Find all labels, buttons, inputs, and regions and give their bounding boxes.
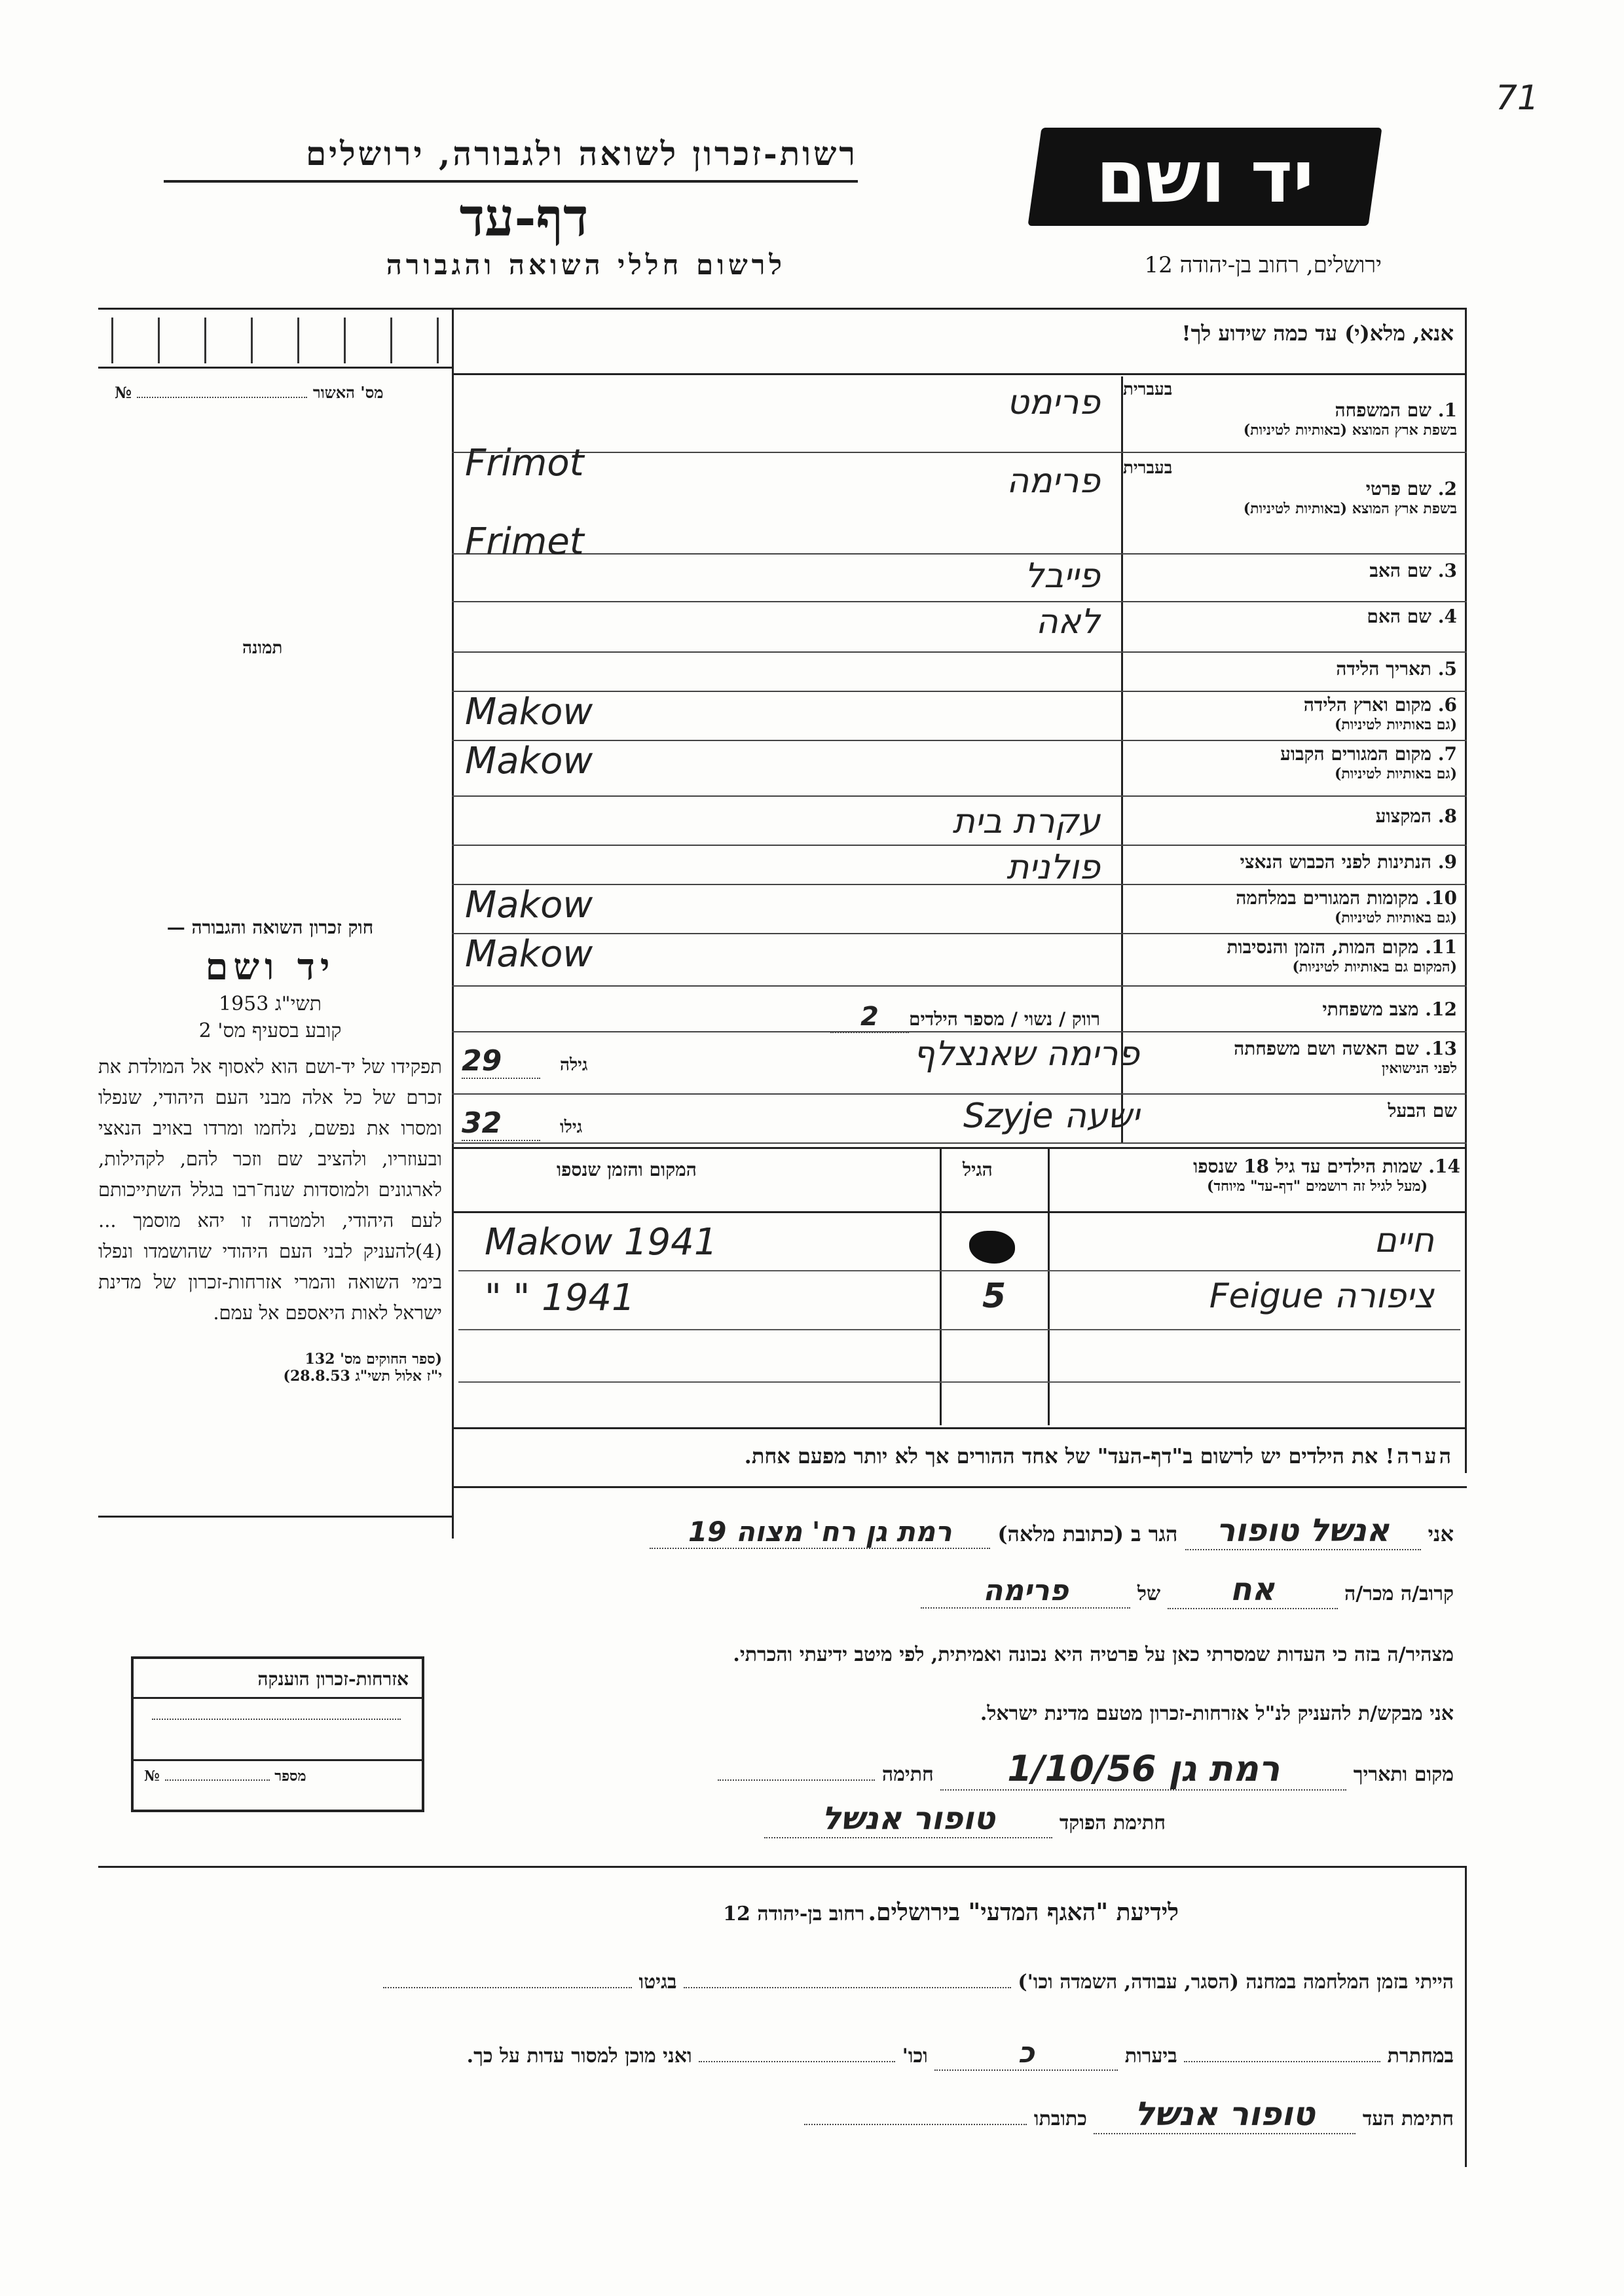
corner-note: 71 <box>1495 79 1539 118</box>
decl-officer-signature[interactable]: טופור אנשל <box>764 1800 1052 1838</box>
age-block <box>462 1106 582 1141</box>
field-label: שם המשפחה <box>1335 399 1432 421</box>
field-label: מקום המות, הזמן והנסיבות <box>1227 936 1419 958</box>
age-label: גילה <box>560 1055 588 1075</box>
field-row <box>1123 887 1457 926</box>
note-row <box>458 1444 1454 1468</box>
decl-place-date-label: מקום ותאריך <box>1353 1763 1454 1786</box>
bottom-box-top <box>98 1866 1467 1868</box>
hebrew-tag: בעברית <box>1123 458 1173 478</box>
bottom-etc-field[interactable] <box>699 2061 895 2062</box>
child-name[interactable]: חיים <box>1374 1221 1434 1260</box>
age-label: גילו <box>560 1118 583 1137</box>
law-ref2: י"ז אלול תשי"ג 28.8.53) <box>283 1368 442 1385</box>
tick-boxes <box>111 318 439 363</box>
age-value[interactable]: 29 <box>462 1044 540 1079</box>
decl-request: אני מבקש/ת להעניק לנ"ל אזרחות-זכרון מטעם מדינת ישראל. <box>980 1702 1454 1725</box>
bottom-box-right <box>1465 1866 1467 2167</box>
citizenship-number-label: מספר <box>274 1768 306 1785</box>
children-col-place-label: המקום והזמן שנספו <box>557 1159 697 1180</box>
field-sublabel: בשפת ארץ המוצא (באותיות לטיניות) <box>1243 500 1457 517</box>
note-label: הערה! <box>1385 1444 1454 1468</box>
citizenship-number-field[interactable] <box>165 1779 270 1781</box>
children-bottom-line <box>452 1427 1467 1429</box>
bottom-line-2 <box>105 2036 1454 2071</box>
logo <box>1027 128 1382 226</box>
decl-mid: הגר ב (כתובת מלאה) <box>997 1522 1178 1546</box>
law-body: תפקידו של יד-ושם הוא לאסוף אל המולדת את זכרם של כל אלה מבני העם היהודי, שנפלו ומסרו את נפשם, נלחמו ומרדו באויב הנאצי ובעוזריו, ולהציב שם וזכר להם, לקהילות, לארגונים ולמוסדות שנח־רבו בגלל השתייכותם לעם היהודי, ולמטרה זו יהא מוסמך ...(4)להעניק לבני העם היהודי שהושמדו ונפלו בימי השואה והמרי אזרחות-זכרון של מדינת ישראל לאות היאספם אל עמם. <box>98 1055 442 1324</box>
children-heading-text: שמות הילדים עד גיל 18 שנספו <box>1193 1156 1422 1177</box>
children-col-age-right <box>1048 1147 1050 1425</box>
field-value-hebrew[interactable]: פרימה שאנצלף <box>913 1034 1139 1074</box>
field-separator <box>452 884 1467 885</box>
field-num: 8. <box>1437 805 1457 827</box>
child-row-line-3 <box>458 1381 1460 1383</box>
instructions-line <box>452 373 1467 375</box>
decl-place-date-row <box>458 1748 1454 1791</box>
decl-of-name[interactable]: פרימה <box>921 1574 1130 1609</box>
field-separator <box>452 933 1467 934</box>
form-subtitle: לרשום חללי השואה והגבורה <box>386 249 786 281</box>
no-sign: № <box>115 383 132 402</box>
decl-name[interactable]: אנשל טופור <box>1185 1512 1421 1550</box>
bottom-forests-field[interactable]: כ <box>934 2036 1118 2071</box>
decl-relation[interactable]: אח <box>1168 1571 1338 1609</box>
field-value-latin[interactable]: Makow <box>465 740 593 782</box>
field-separator <box>452 553 1467 555</box>
law-year: 1953 <box>218 993 269 1015</box>
bottom-address-label: כתובתו <box>1033 2107 1087 2130</box>
decl-officer-label: חתימת הפוקד <box>1059 1812 1166 1834</box>
decl-address[interactable]: רמת גן רח' מצוה 19 <box>650 1516 990 1549</box>
field-value-hebrew[interactable]: פרימה <box>1006 462 1100 501</box>
bottom-title-row <box>458 1899 1179 1926</box>
field-separator <box>452 452 1467 453</box>
child-row-line-1 <box>458 1270 1460 1271</box>
child-place-time[interactable]: Makow 1941 <box>485 1221 718 1264</box>
age-value[interactable]: 32 <box>462 1106 540 1141</box>
bottom-witness-label: חתימת העד <box>1362 2107 1454 2130</box>
address: ירושלים, רחוב בן-יהודה 12 <box>1144 252 1382 278</box>
bottom-testimony: ואני מוכן למסור עדות על כך. <box>466 2045 692 2068</box>
children-col-age-left <box>940 1147 942 1425</box>
instructions: אנא, מלא(י) עד כמה שידוע לך! <box>1181 321 1454 346</box>
field-row <box>1123 805 1457 828</box>
field-label: מקום המגורים הקבוע <box>1280 743 1432 765</box>
bottom-line-3 <box>589 2095 1454 2134</box>
law-ref1: (ספר החוקים מס' 132 <box>304 1351 442 1368</box>
bottom-title: לידיעת "האגף המדעי" בירושלים. <box>868 1899 1179 1926</box>
field-sublabel: (גם באותיות לטיניות) <box>1334 765 1457 782</box>
field-num: 7. <box>1437 743 1457 765</box>
field-label: שם פרטי <box>1365 478 1432 500</box>
field-label: שם האשה ושם משפחתה <box>1234 1038 1419 1059</box>
marital-status-options <box>830 1002 1100 1033</box>
field-row <box>1123 560 1457 582</box>
field-label: שם האם <box>1367 606 1432 627</box>
child-name[interactable]: ציפורה Feigue <box>1209 1277 1434 1316</box>
decl-officer-row <box>458 1800 1166 1838</box>
field-row <box>1123 1100 1457 1122</box>
decl-relation-label: קרוב/ה מכר/ה <box>1344 1582 1454 1605</box>
form-title: דף-עד <box>459 187 589 248</box>
approval-label: מס' האשור <box>312 383 384 402</box>
field-row <box>1123 998 1457 1021</box>
law-name: יד ושם <box>205 945 335 989</box>
field-num: 3. <box>1437 560 1457 581</box>
age-block <box>462 1044 588 1079</box>
org-line: רשות-זכרון לשואה ולגבורה, ירושלים <box>305 134 858 173</box>
child-row-line-2 <box>458 1329 1460 1330</box>
field-label: שם הבעל <box>1388 1100 1457 1121</box>
field-num: 1. <box>1437 399 1457 421</box>
law-box-bottom <box>98 1516 452 1518</box>
field-separator <box>452 1142 1467 1144</box>
child-age[interactable]: 5 <box>982 1277 1006 1316</box>
bottom-forests-label: ביערות <box>1124 2045 1177 2068</box>
field-value-latin[interactable]: Frimet <box>465 520 584 563</box>
field-value-hebrew[interactable]: פולנית <box>1006 848 1100 887</box>
child-place-time[interactable]: " " 1941 <box>485 1277 635 1319</box>
field-label: מצב משפחתי <box>1322 998 1419 1020</box>
bottom-witness-signature[interactable]: טופור אנשל <box>1094 2095 1356 2134</box>
citizenship-box <box>131 1656 424 1812</box>
approval-number-field[interactable] <box>137 397 307 398</box>
field-row <box>1123 694 1457 733</box>
citizenship-title: אזרחות-זכרון הוענקה <box>134 1659 422 1699</box>
field-value-latin[interactable]: Makow <box>465 933 593 975</box>
field-sublabel: (גם באותיות לטיניות) <box>1334 909 1457 926</box>
field-label: שם האב <box>1369 560 1432 581</box>
field-value-latin[interactable]: Frimot <box>465 442 584 484</box>
field-num: 12. <box>1425 998 1457 1020</box>
children-col-age-label: הגיל <box>963 1159 993 1180</box>
citizenship-no-sign: № <box>144 1768 160 1785</box>
law-box <box>98 917 442 1385</box>
children-header-line <box>452 1211 1467 1213</box>
note-text: את הילדים יש לרשום ב"דף-העד" של אחד ההורים אך לא יותר מפעם אחת. <box>744 1444 1378 1468</box>
frame-right <box>1465 308 1467 1473</box>
bottom-line-1 <box>105 1971 1454 1994</box>
law-heading: חוק זכרון השואה והגבורה — <box>166 917 374 938</box>
field-value-hebrew[interactable]: פרימט <box>1006 383 1100 422</box>
field-separator <box>452 740 1467 741</box>
field-num: 9. <box>1437 851 1457 873</box>
bottom-line1-text: הייתי בזמן המלחמה במחנה (הסגר, עבודה, השמדה וכו') <box>1018 1971 1454 1994</box>
field-separator <box>452 985 1467 987</box>
frame-divider <box>452 308 454 1539</box>
field-separator <box>452 1093 1467 1095</box>
field-num: 11. <box>1425 936 1457 958</box>
field-num: 4. <box>1437 606 1457 627</box>
field-num: 13. <box>1425 1038 1457 1059</box>
logo-text: יד ושם <box>1096 135 1314 219</box>
field-value-latin[interactable]: Makow <box>465 884 593 926</box>
field-sublabel: לפני הנישואין <box>1381 1060 1457 1077</box>
field-sublabel: (המקום גם באותיות לטיניות) <box>1292 958 1457 975</box>
field-sublabel: (גם באותיות לטיניות) <box>1334 716 1457 733</box>
field-label: המקצוע <box>1375 805 1432 827</box>
children-heading <box>1051 1156 1460 1195</box>
photo-label: תמונה <box>242 638 283 658</box>
bottom-camp-field[interactable] <box>684 1987 1011 1988</box>
law-clause: קובע בסעיף מס' 2 <box>198 1019 342 1042</box>
field-row <box>1123 1038 1457 1077</box>
decl-place-date[interactable]: רמת גן 1/10/56 <box>940 1748 1346 1791</box>
field-row <box>1123 658 1457 680</box>
field-label: מקום וארץ הלידה <box>1303 694 1432 716</box>
field-num: 5. <box>1437 658 1457 680</box>
bottom-underground-field[interactable] <box>1184 2061 1380 2062</box>
approval-row <box>115 383 442 403</box>
law-year-hebrew: תשי"ג <box>274 993 322 1015</box>
bottom-address-field[interactable] <box>804 2124 1027 2125</box>
field-separator <box>452 845 1467 846</box>
children-top-line <box>452 1147 1467 1149</box>
child-age-blot <box>969 1231 1015 1264</box>
note-bottom-line <box>452 1486 1467 1488</box>
field-value-hebrew[interactable]: ישעה Szyje <box>963 1097 1139 1136</box>
decl-statement: מצהיר/ה בזה כי העדות שמסרתי כאן על פרטיה היא נכונה ואמיתית, לפי מיטב ידיעתי והכרתי. <box>733 1643 1454 1666</box>
frame-top <box>98 308 1467 310</box>
field-label: תאריך הלידה <box>1336 658 1432 680</box>
field-row <box>1123 851 1457 873</box>
field-row <box>1123 743 1457 782</box>
decl-line-1 <box>452 1512 1454 1550</box>
bottom-ghetto-field[interactable] <box>383 1987 632 1988</box>
org-underline <box>164 180 858 183</box>
decl-prefix: אני <box>1428 1522 1454 1546</box>
citizenship-line-1[interactable] <box>152 1719 401 1720</box>
left-top-line <box>98 367 452 369</box>
field-value-hebrew[interactable]: לאה <box>1035 602 1100 642</box>
decl-signature-field[interactable] <box>718 1779 875 1781</box>
field-separator <box>452 691 1467 692</box>
field-value-hebrew[interactable]: פייבל <box>1024 556 1100 596</box>
decl-of: של <box>1137 1582 1161 1605</box>
field-num: 2. <box>1437 478 1457 500</box>
decl-signature-label: חתימה <box>881 1763 934 1786</box>
bottom-address: רחוב בן-יהודה 12 <box>723 1903 865 1925</box>
children-count[interactable]: 2 <box>830 1002 909 1033</box>
children-heading-num: 14. <box>1428 1156 1460 1177</box>
field-label: מקומות המגורים במלחמה <box>1236 887 1419 909</box>
field-value-hebrew[interactable]: עקרת בית <box>952 802 1100 841</box>
children-heading-sub: (מעל לגיל זה רושמים "דף-עד" מיוחד) <box>1207 1178 1428 1195</box>
field-row <box>1123 606 1457 628</box>
bottom-line1-end: בגיטו <box>638 1971 677 1994</box>
marital-status-text: רווק / נשוי / מספר הילדים <box>908 1008 1100 1030</box>
hebrew-tag: בעברית <box>1123 380 1173 399</box>
field-row <box>1123 936 1457 975</box>
field-separator <box>452 795 1467 797</box>
field-num: 6. <box>1437 694 1457 716</box>
field-num: 10. <box>1425 887 1457 909</box>
field-value-latin[interactable]: Makow <box>465 691 593 733</box>
field-row <box>1123 458 1457 517</box>
field-sublabel: בשפת ארץ המוצא (באותיות לטיניות) <box>1243 422 1457 439</box>
decl-line-2 <box>655 1571 1454 1609</box>
field-label: הנתינות לפני הכבוש הנאצי <box>1240 851 1432 873</box>
field-row <box>1123 380 1457 439</box>
field-separator <box>452 651 1467 653</box>
bottom-etc-label: וכו' <box>902 2045 928 2068</box>
field-separator <box>452 601 1467 602</box>
bottom-underground-label: במחתרת <box>1387 2045 1454 2068</box>
